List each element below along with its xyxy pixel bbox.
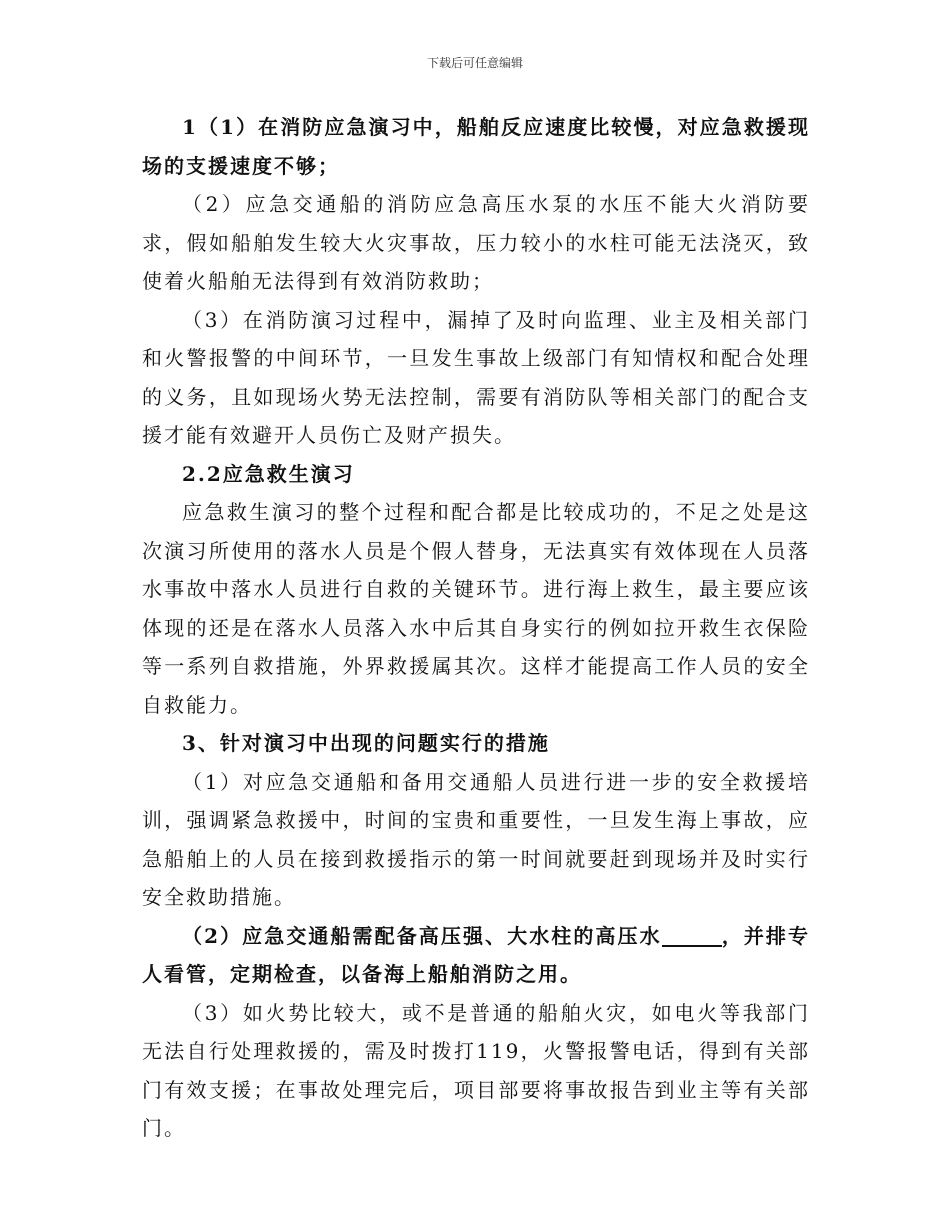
paragraph-water-pump-pressure: （2）应急交通船的消防应急高压水泵的水压不能大火消防要求，假如船舶发生较大火灾事故，压力较小的水柱可能无法浇灭，致使着火船舶无法得到有效消防救助； — [142, 192, 810, 293]
heading-measures: 3、针对演习中出现的问题实行的措施 — [182, 731, 550, 755]
paragraph-fire-drill-response-speed: 1（1）在消防应急演习中，船舶反应速度比较慢，对应急救援现场的支援速度不够； — [142, 115, 810, 178]
paragraph-measure-call-119: （3）如火势比较大，或不是普通的船舶火灾，如电火等我部门无法自行处理救援的，需及时拨打119，火警报警电话，得到有关部门有效支援；在事故处理完后，项目部要将事故报告到业主等有关部门。 — [142, 1000, 810, 1140]
paragraph-measure-high-pressure-pump — [142, 917, 810, 994]
paragraph-reporting-omission: （3）在消防演习过程中，漏掉了及时向监理、业主及相关部门和火警报警的中间环节，一旦发生事故上级部门有知情权和配合处理的义务，且如现场火势无法控制，需要有消防队等相关部门的配合支援才能有效避开人员伤亡及财产损失。 — [142, 307, 810, 447]
heading-lifesaving-drill: 2.2应急救生演习 — [182, 461, 355, 486]
measure-pump-text-part1: （2）应急交通船需配备高压强、大水柱的高压水 — [182, 923, 662, 948]
measure-pump-text-part2: ，并排专人看管，定期检查，以备海上船舶消防之用。 — [142, 923, 811, 986]
document-body — [142, 108, 810, 1148]
fill-in-blank — [662, 923, 722, 947]
paragraph-lifesaving-drill: 应急救生演习的整个过程和配合都是比较成功的，不足之处是这次演习所使用的落水人员是个假人替身，无法真实有效体现在人员落水事故中落水人员进行自救的关键环节。进行海上救生，最主要应该体现的还是在落水人员落入水中后其自身实行的例如拉开救生衣保险等一系列自救措施，外界救援属其次。这样才能提高工作人员的安全自救能力。 — [142, 500, 810, 717]
paragraph-measure-training: （1）对应急交通船和备用交通船人员进行进一步的安全救援培训，强调紧急救援中，时间的宝贵和重要性，一旦发生海上事故，应急船舶上的人员在接到救援指示的第一时间就要赶到现场并及时实行安全救助措施。 — [142, 769, 810, 909]
header-note: 下载后可任意编辑 — [426, 56, 523, 70]
